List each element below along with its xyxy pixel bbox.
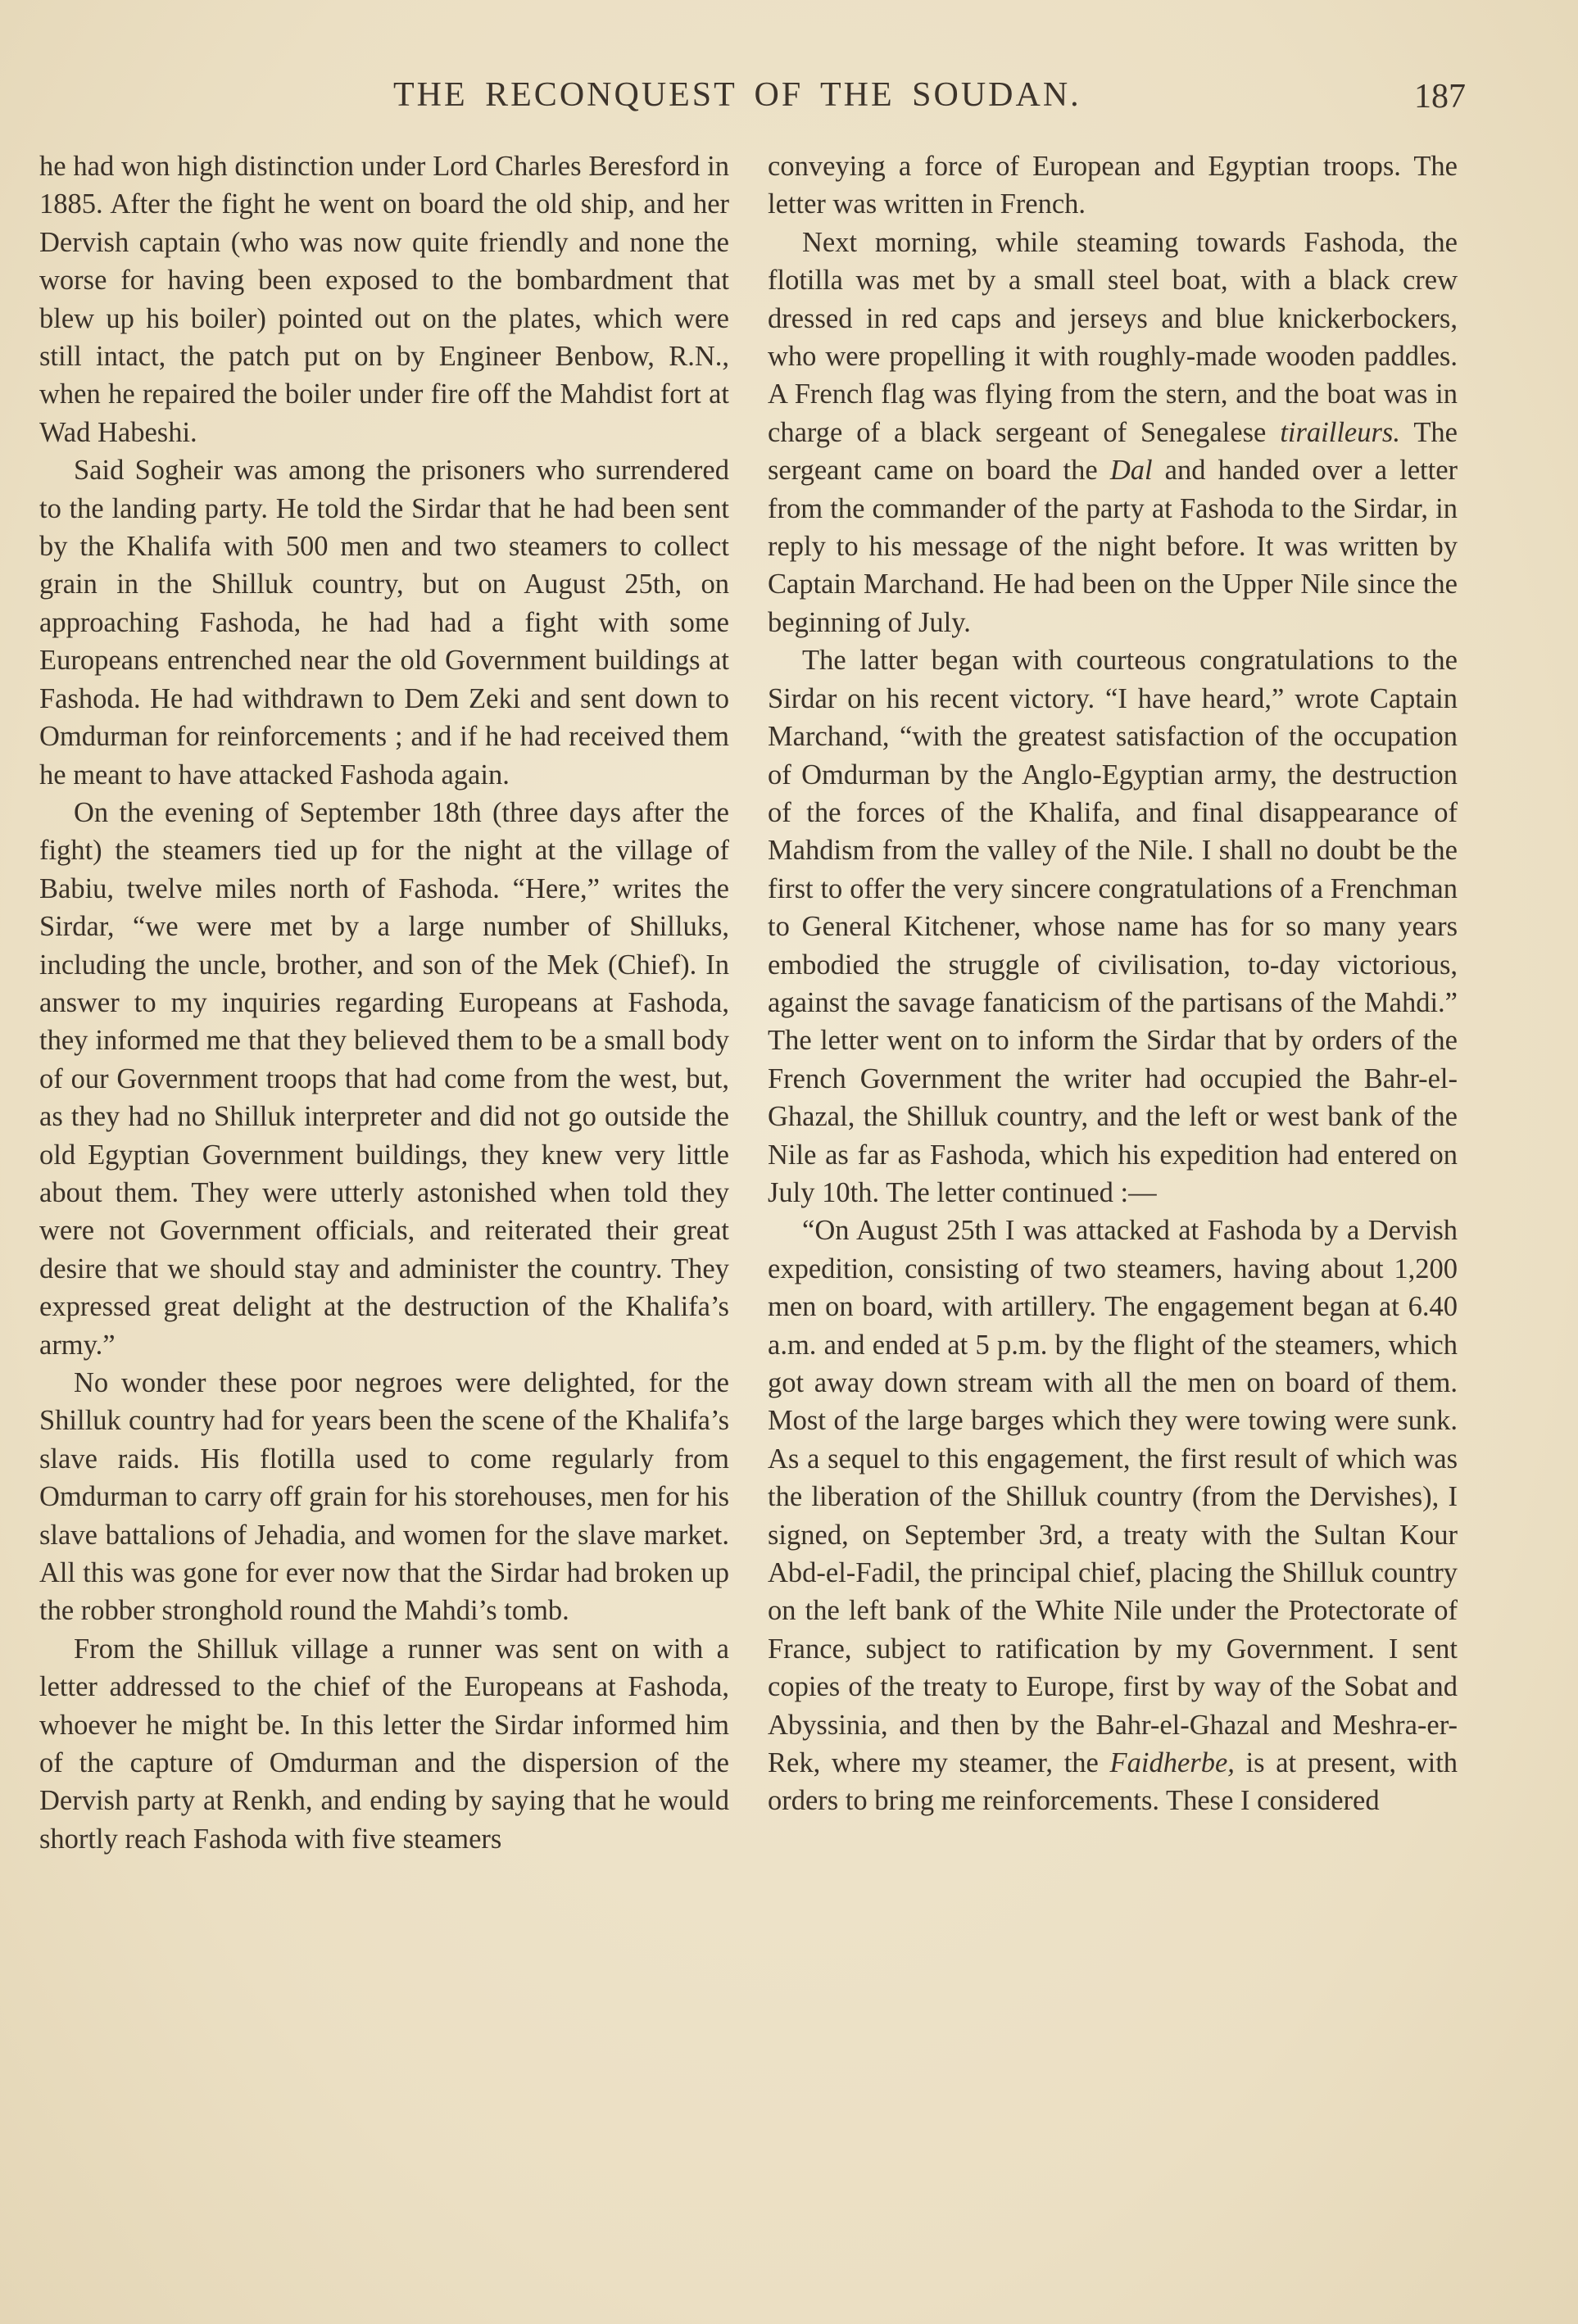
paragraph: conveying a force of European and Egyptian troops. The letter was written in French.: [768, 151, 1458, 220]
running-title: THE RECONQUEST OF THE SOUDAN.: [393, 76, 1081, 114]
paragraph: [768, 1212, 1458, 1820]
paragraph: Said Sogheir was among the prisoners who surrendered to the landing party. He told the Sirdar that he had been sent by the Khalifa with 500 men and two steamers to collect grain in the Shilluk country, but on August 25th, on approaching Fashoda, he had had a fight with some Europeans entrenched near the old Government buildings at Fashoda. He had withdrawn to Dem Zeki and sent down to Omdurman for reinforcements ; and if he had received them he meant to have attacked Fashoda again.: [39, 455, 729, 791]
text-run: Next morning, while steaming towards Fashoda, the flotilla was met by a small steel boat, with a black crew dressed in red caps and jerseys and blue knickerbockers, who were propelling it with roughly-made wooden paddles. A French flag was flying from the stern, and the boat was in charge of a black sergeant of Senegalese: [768, 226, 1458, 448]
paragraph: The latter began with courteous congratulations to the Sirdar on his recent victory. “I have heard,” wrote Captain Marchand, “with the greatest satisfaction of the occupation of Omdurman by the Anglo-Egyptian army, the destruction of the forces of the Khalifa, and final disappearance of Mahdism from the valley of the Nile. I shall no doubt be the first to offer the very sincere congratulations of a Frenchman to General Kitchener, whose name has for so many years embodied the struggle of civilisation, to-day victorious, against the savage fanaticism of the partisans of the Mahdi.” The letter went on to inform the Sirdar that by orders of the French Government the writer had occupied the Bahr-el-Ghazal, the Shilluk country, and the left or west bank of the Nile as far as Fashoda, which his expedition had entered on July 10th. The letter continued :—: [768, 645, 1458, 1208]
paragraph: From the Shilluk village a runner was sent on with a letter addressed to the chief of the Europeans at Fashoda, whoever he might be. In this letter the Sirdar informed him of the capture of Omdurman and the dispersion of the Dervish party at Renkh, and ending by saying that he would shortly reach Fashoda with five steamers: [39, 1633, 729, 1855]
italic-text: Dal: [1109, 455, 1153, 487]
text-run: and handed over a letter from the commander of the party at Fashoda to the Sirdar, in reply to his message of the night before. It was written by Captain Marchand. He had been on the Upper Nile since the beginning of July.: [768, 455, 1458, 638]
text-run: “On August 25th I was attacked at Fashoda by a Dervish expedition, consisting of two steamers, having about 1,200 men on board, with artillery. The engagement began at 6.40 a.m. and ended at 5 p.m. by the flight of the steamers, which got away down stream with all the men on board of them. Most of the large barges which they were towing were sunk. As a sequel to this engagement, the first result of which was the liberation of the Shilluk country (from the Dervishes), I signed, on September 3rd, a treaty with the Sultan Kour Abd-el-Fadil, the principal chief, placing the Shilluk country on the left bank of the White Nile under the Protectorate of France, subject to ratification by my Government. I sent copies of the treaty to Europe, first by way of the Sobat and Abyssinia, and then by the Bahr-el-Ghazal and Meshra-er-Rek, where my steamer, the: [768, 1215, 1458, 1779]
italic-text: tirailleurs.: [1280, 416, 1400, 448]
page-header: [0, 75, 1578, 125]
paragraph: [768, 224, 1458, 641]
paragraph: On the evening of September 18th (three days after the fight) the steamers tied up for the night at the village of Babiu, twelve miles north of Fashoda. “Here,” writes the Sirdar, “we were met by a large number of Shilluks, including the uncle, brother, and son of the Mek (Chief). In answer to my inquiries regarding Europeans at Fashoda, they informed me that they believed them to be a small body of our Government troops that had come from the west, but, as they had no Shilluk interpreter and did not go outside the old Egyptian Government buildings, they knew very little about them. They were utterly astonished when told they were not Government officials, and reiterated their great desire that we should stay and administer the country. They expressed great delight at the destruction of the Khalifa’s army.”: [39, 796, 729, 1361]
left-column: [39, 147, 729, 1858]
paragraph: he had won high distinction under Lord Charles Beresford in 1885. After the fight he went on board the old ship, and her Dervish captain (who was now quite friendly and none the worse for having been exposed to the bombardment that blew up his boiler) pointed out on the plates, which were still intact, the patch put on by Engineer Benbow, R.N., when he repaired the boiler under fire off the Mahdist fort at Wad Habeshi.: [39, 151, 729, 448]
right-column: [768, 147, 1458, 1820]
italic-text: Faidherbe,: [1109, 1747, 1235, 1779]
paragraph: No wonder these poor negroes were delighted, for the Shilluk country had for years been the scene of the Khalifa’s slave raids. His flotilla used to come regularly from Omdurman to carry off grain for his storehouses, men for his slave battalions of Jehadia, and women for the slave market. All this was gone for ever now that the Sirdar had broken up the robber stronghold round the Mahdi’s tomb.: [39, 1367, 729, 1627]
page-number: 187: [1414, 78, 1466, 116]
text-run: The sergeant came on board the: [768, 416, 1458, 487]
text-run: is at present, with orders to bring me reinforcements. These I considered: [768, 1747, 1458, 1817]
